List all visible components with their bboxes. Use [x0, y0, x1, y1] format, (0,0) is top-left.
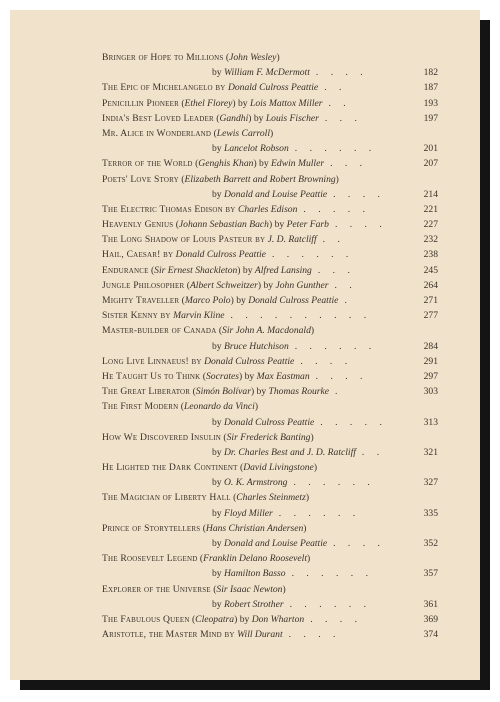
page-number: 221 [423, 203, 438, 215]
toc-entry[interactable] [102, 126, 438, 156]
entry-title: Mighty Traveller [102, 295, 180, 306]
toc-line: by Dr. Charles Best and J. D. Ratcliff . . 321 [102, 445, 438, 460]
page-number: 182 [423, 67, 438, 79]
entry-subject: John Wesley [229, 52, 277, 63]
entry-author: Hamilton Basso [224, 568, 286, 580]
entry-title: The Roosevelt Legend [102, 553, 198, 565]
leader-dots: . . . . . . [294, 340, 377, 352]
leader-dots: . . . . [315, 370, 368, 382]
entry-subject: Ethel Florey [184, 97, 233, 109]
entry-author: Alfred Lansing [254, 264, 312, 276]
entry-title: The Magician of Liberty Hall [102, 492, 231, 504]
leader-dots: . . . [330, 158, 368, 170]
leader-dots: . . . . [333, 188, 385, 200]
entry-subject: David Livingstone [243, 462, 314, 474]
entry-title: He Lighted the Dark Continent [102, 462, 238, 474]
toc-entry[interactable] [102, 323, 438, 353]
page-number: 264 [423, 279, 438, 291]
entry-title: Long Live Linnaeus! by [102, 355, 202, 367]
page-number: 227 [423, 219, 438, 231]
page-number: 291 [423, 355, 438, 367]
entry-title: Aristotle, the Master Mind by [102, 629, 235, 641]
entry-author: Lancelot Robson [224, 143, 289, 155]
page-number: 197 [423, 112, 438, 124]
entry-author: John Gunther [275, 279, 329, 291]
entry-subject: Charles Steinmetz [236, 492, 306, 504]
entry-author: Marvin Kline [173, 310, 225, 322]
entry-title: Terror of the World [102, 158, 193, 170]
toc-line: Mr. Alice in Wonderland (Lewis Carroll) [102, 127, 274, 139]
entry-author: Floyd Miller [224, 507, 273, 519]
entry-author: Bruce Hutchison [224, 340, 289, 352]
toc-entry[interactable] [102, 369, 438, 384]
entry-subject: Sir Isaac Newton [216, 583, 283, 595]
toc-entry[interactable] [102, 551, 438, 581]
leader-dots: . . . . . . [293, 477, 375, 489]
toc-entry[interactable] [102, 399, 438, 429]
entry-title: Endurance [102, 264, 149, 276]
toc-entry[interactable] [102, 111, 438, 126]
entry-author: Donald and Louise Peattie [224, 538, 328, 549]
leader-dots: . . [334, 279, 357, 291]
entry-author: Donald Culross Peattie [227, 82, 319, 94]
entry-subject: Lewis Carroll [216, 127, 270, 139]
entry-title: Jungle Philosopher [102, 279, 185, 291]
page-number: 238 [423, 249, 438, 261]
toc-entry[interactable] [102, 278, 438, 293]
toc-entry[interactable] [102, 156, 438, 171]
page-number: 352 [423, 538, 438, 549]
toc-entry[interactable] [102, 50, 438, 80]
toc-entry[interactable] [102, 430, 438, 460]
entry-title: The Great Liberator [102, 386, 191, 398]
leader-dots: . . [361, 446, 385, 458]
leader-dots: . . . . . . [289, 598, 371, 610]
toc-line: Heavenly Genius (Johann Sebastian Bach) by Peter Farb . . . . 227 [102, 217, 438, 232]
toc-entry[interactable] [102, 247, 438, 262]
leader-dots: . . . . [310, 613, 362, 625]
entry-title: The Fabulous Queen [102, 613, 190, 625]
entry-author: Robert Strother [224, 598, 284, 610]
entry-title: How We Discovered Insulin [102, 431, 222, 443]
toc-entry[interactable] [102, 172, 438, 202]
entry-subject: Sir Frederick Banting [226, 431, 311, 443]
toc-line: by O. K. Armstrong . . . . . . 327 [102, 475, 438, 490]
toc-line [102, 627, 438, 642]
page-number: 357 [423, 568, 438, 580]
entry-subject: Gandhi [219, 112, 249, 124]
leader-dots: . . . . [333, 538, 385, 549]
entry-author: Donald and Louise Peattie [224, 188, 328, 200]
page-number: 374 [423, 629, 438, 641]
page-number: 284 [423, 340, 438, 352]
toc-entry[interactable] [102, 521, 438, 551]
page-number: 271 [423, 295, 438, 306]
toc-entry[interactable] [102, 384, 438, 399]
leader-dots: . . [328, 97, 351, 109]
entry-author: Donald Culross Peattie [175, 249, 266, 261]
entry-title: Penicillin Pioneer [102, 97, 179, 109]
leader-dots: . . . [317, 264, 355, 276]
toc-line [102, 354, 438, 369]
entry-author: Dr. Charles Best and J. D. Ratcliff [224, 446, 356, 458]
leader-dots: . . . . [334, 219, 387, 231]
toc-line: by Floyd Miller . . . . . . 335 [102, 506, 438, 521]
entry-title: The Epic of Michelangelo by [102, 82, 226, 94]
toc-line: Master-builder of Canada (Sir John A. Macdonald) [102, 325, 315, 337]
leader-dots: . . . . [315, 67, 368, 79]
entry-subject: Sir Ernest Shackleton [154, 264, 238, 276]
entry-author: Lois Mattox Miller [250, 97, 323, 109]
entry-title: India's Best Loved Leader [102, 112, 214, 124]
toc-entry[interactable] [102, 490, 438, 520]
entry-subject: Hans Christian Andersen [205, 522, 304, 534]
entry-title: Poets' Love Story [102, 173, 179, 185]
toc-line: Prince of Storytellers (Hans Christian Andersen) [102, 522, 307, 534]
toc-line: Jungle Philosopher (Albert Schweitzer) by John Gunther . . 264 [102, 278, 438, 293]
page-number: 297 [423, 370, 438, 382]
page-number: 369 [423, 613, 438, 625]
toc-line: by Donald and Louise Peattie . . . . 214 [102, 187, 438, 202]
toc-entry[interactable] [102, 354, 438, 369]
toc-line: The Fabulous Queen (Cleopatra) by Don Wharton . . . . 369 [102, 612, 438, 627]
toc-line: He Lighted the Dark Continent (David Livingstone) [102, 462, 318, 474]
page-number: 335 [423, 507, 438, 519]
toc-entry[interactable] [102, 202, 438, 217]
toc-line [102, 308, 438, 323]
entry-author: Max Eastman [256, 370, 310, 382]
entry-subject: Albert Schweitzer [189, 279, 258, 291]
toc-line: by Donald and Louise Peattie . . . . 352 [102, 536, 438, 551]
leader-dots: . . . . [300, 355, 353, 367]
entry-subject: Marco Polo [184, 295, 231, 306]
entry-author: Will Durant [237, 629, 283, 641]
toc-entry[interactable] [102, 612, 438, 627]
entry-title: Hail, Caesar! by [102, 249, 174, 261]
entry-subject: Cleopatra [195, 613, 235, 625]
toc-entry[interactable] [102, 293, 438, 308]
toc-entry[interactable] [102, 263, 438, 278]
page-number: 313 [423, 416, 438, 428]
leader-dots: . . [324, 82, 347, 94]
entry-subject: Socrates [205, 370, 240, 382]
table-of-contents [102, 50, 438, 642]
leader-dots: . . . . . . [291, 568, 373, 580]
toc-entry[interactable] [102, 627, 438, 642]
entry-author: J. D. Ratcliff [267, 234, 317, 246]
toc-line: India's Best Loved Leader (Gandhi) by Louis Fischer . . . 197 [102, 111, 438, 126]
leader-dots: . . . [324, 112, 362, 124]
leader-dots: . . [322, 234, 345, 246]
toc-line: The Roosevelt Legend (Franklin Delano Roosevelt) [102, 553, 311, 565]
entry-title: The First Modern [102, 401, 179, 413]
entry-subject: Johann Sebastian Bach [178, 219, 269, 231]
toc-line: by Hamilton Basso . . . . . . 357 [102, 566, 438, 581]
entry-subject: Leonardo da Vinci [183, 401, 255, 413]
toc-entry[interactable] [102, 232, 438, 247]
entry-title: Prince of Storytellers [102, 522, 201, 534]
leader-dots: . [335, 386, 343, 398]
toc-line [102, 232, 438, 247]
entry-author: Louis Fischer [265, 112, 319, 124]
leader-dots: . . . . . . [294, 143, 377, 155]
entry-author: Thomas Rourke [268, 386, 330, 398]
toc-entry[interactable] [102, 460, 438, 490]
toc-line: Penicillin Pioneer (Ethel Florey) by Lois Mattox Miller . . 193 [102, 96, 438, 111]
page-number: 303 [423, 386, 438, 398]
toc-line: How We Discovered Insulin (Sir Frederick Banting) [102, 431, 314, 443]
leader-dots: . . . . . [320, 416, 387, 428]
toc-line: Explorer of the Universe (Sir Isaac Newton) [102, 583, 286, 595]
entry-author: O. K. Armstrong [224, 477, 288, 489]
page-number: 361 [423, 598, 438, 610]
entry-title: Mr. Alice in Wonderland [102, 127, 212, 139]
entry-title: Heavenly Genius [102, 219, 174, 231]
leader-dots: . . . . . . [278, 507, 361, 519]
entry-title: Master-builder of Canada [102, 325, 217, 337]
entry-author: Donald Culross Peattie [224, 416, 315, 428]
toc-entry[interactable] [102, 96, 438, 111]
toc-line: The Great Liberator (Simón Bolívar) by Thomas Rourke . 303 [102, 384, 438, 399]
page-number: 321 [423, 446, 438, 458]
leader-dots: . . . . [288, 629, 341, 641]
toc-line: Bringer of Hope to Millions (John Wesley) [102, 52, 280, 63]
toc-line: by Donald Culross Peattie . . . . . 313 [102, 415, 438, 430]
page-number: 207 [423, 158, 438, 170]
entry-subject: Sir John A. Macdonald [222, 325, 311, 337]
toc-line: by Bruce Hutchison . . . . . . 284 [102, 339, 438, 354]
book-page [10, 10, 480, 680]
entry-subject: Elizabeth Barrett and Robert Browning [184, 173, 336, 185]
toc-entry[interactable] [102, 217, 438, 232]
toc-line: Poets' Love Story (Elizabeth Barrett and Robert Browning) [102, 173, 339, 185]
toc-line [102, 247, 438, 262]
entry-author: Donald Culross Peattie [204, 355, 295, 367]
toc-entry[interactable] [102, 80, 438, 95]
entry-title: Bringer of Hope to Millions [102, 52, 224, 63]
toc-line: by William F. McDermott . . . . 182 [102, 65, 438, 80]
entry-author: Edwin Muller [271, 158, 325, 170]
page-number: 193 [423, 97, 438, 109]
entry-author: Peter Farb [286, 219, 329, 231]
toc-line: by Robert Strother . . . . . . 361 [102, 597, 438, 612]
entry-subject: Genghis Khan [198, 158, 254, 170]
entry-author: Don Wharton [251, 613, 305, 625]
page-number: 327 [423, 477, 438, 489]
page-number: 277 [423, 310, 438, 322]
toc-line: by Lancelot Robson . . . . . . 201 [102, 141, 438, 156]
entry-title: Sister Kenny by [102, 310, 171, 322]
toc-line: He Taught Us to Think (Socrates) by Max Eastman . . . . 297 [102, 369, 438, 384]
entry-subject: Simón Bolívar [195, 386, 251, 398]
toc-line [102, 80, 438, 95]
entry-subject: Franklin Delano Roosevelt [203, 553, 307, 565]
page-number: 201 [423, 143, 438, 155]
toc-line: The First Modern (Leonardo da Vinci) [102, 401, 259, 413]
entry-title: The Long Shadow of Louis Pasteur by [102, 234, 266, 246]
leader-dots: . . . . . . [271, 249, 354, 261]
entry-title: The Electric Thomas Edison by [102, 203, 236, 215]
leader-dots: . [344, 295, 352, 306]
toc-entry[interactable] [102, 308, 438, 323]
page-number: 214 [423, 188, 438, 200]
toc-line: Mighty Traveller (Marco Polo) by Donald Culross Peattie . 271 [102, 293, 438, 308]
toc-line: Terror of the World (Genghis Khan) by Edwin Muller . . . 207 [102, 156, 438, 171]
toc-entry[interactable] [102, 582, 438, 612]
page-number: 232 [423, 234, 438, 246]
page-number: 245 [423, 264, 438, 276]
toc-line [102, 202, 438, 217]
entry-author: William F. McDermott [224, 67, 310, 79]
leader-dots: . . . . . [303, 203, 370, 215]
leader-dots: . . . . . . . . . . [230, 310, 372, 322]
toc-line: The Magician of Liberty Hall (Charles Steinmetz) [102, 492, 310, 504]
page-number: 187 [423, 82, 438, 94]
entry-author: Donald Culross Peattie [248, 295, 339, 306]
entry-title: He Taught Us to Think [102, 370, 201, 382]
entry-title: Explorer of the Universe [102, 583, 211, 595]
toc-line: Endurance (Sir Ernest Shackleton) by Alfred Lansing . . . 245 [102, 263, 438, 278]
entry-author: Charles Edison [237, 203, 298, 215]
